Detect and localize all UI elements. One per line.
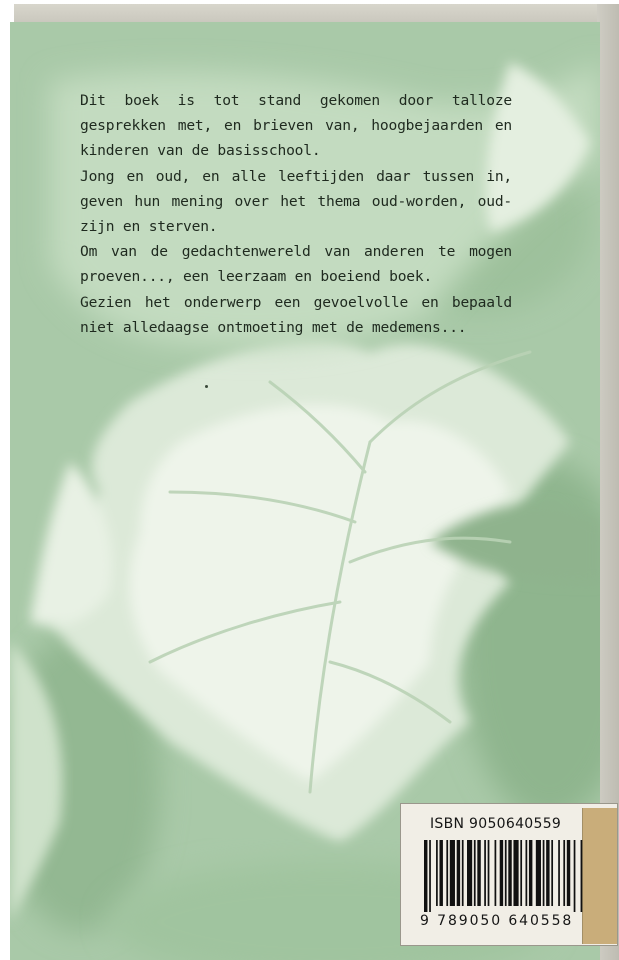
blurb-paragraph: Om van de gedachtenwereld van anderen te mogen proeven..., een leerzaam en boeiend boek. (80, 243, 512, 286)
print-speck (205, 385, 208, 388)
barcode-digits: 9 789050 640558 (420, 913, 574, 929)
sticker-price-tab (582, 808, 617, 944)
back-cover-blurb (80, 88, 512, 340)
barcode-icon (424, 840, 584, 912)
isbn-label: ISBN 9050640559 (430, 816, 562, 832)
blurb-paragraph: Gezien het onderwerp een gevoelvolle en bepaald niet alledaagse ontmoeting met de medemens... (80, 293, 512, 336)
blurb-paragraph: Jong en oud, en alle leeftijden daar tussen in, geven hun mening over het thema oud-worden, oud-zijn en sterven. (80, 167, 512, 236)
blurb-paragraph: Dit boek is tot stand gekomen door talloze gesprekken met, en brieven van, hoogbejaarden en kinderen van de basisschool. (80, 92, 512, 160)
